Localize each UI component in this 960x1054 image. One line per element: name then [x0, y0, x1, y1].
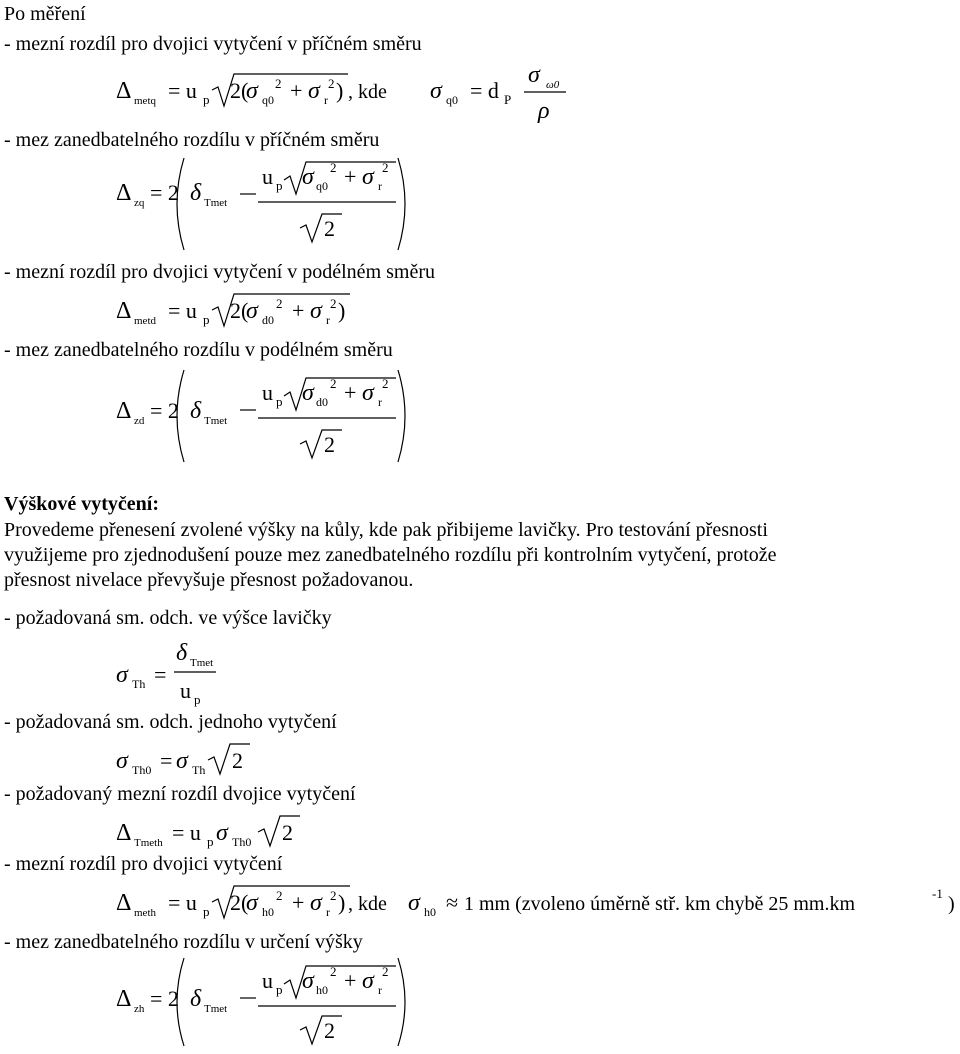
svg-text:p: p	[203, 904, 210, 919]
svg-text:h0: h0	[262, 905, 274, 919]
svg-text:p: p	[194, 692, 201, 707]
svg-text:P: P	[504, 92, 512, 107]
svg-text:+: +	[292, 298, 305, 323]
svg-text:2: 2	[324, 432, 335, 457]
svg-text:≈: ≈	[446, 890, 459, 915]
svg-text:σ: σ	[310, 890, 322, 916]
svg-text:= 2: = 2	[150, 180, 179, 205]
svg-text:zh: zh	[134, 1003, 145, 1015]
equation-mezni-rozdil-podelny	[0, 286, 600, 336]
svg-text:r: r	[326, 313, 330, 327]
list-item-9: - mez zanedbatelného rozdílu v určení výšky	[4, 931, 363, 953]
paragraph-line-3: přesnost nivelace převyšuje přesnost požadovanou.	[4, 569, 414, 591]
svg-text:Δ: Δ	[116, 890, 132, 916]
svg-text:σ: σ	[528, 62, 540, 88]
svg-text:= 2: = 2	[150, 986, 179, 1011]
svg-text:d0: d0	[316, 395, 328, 409]
svg-text:2: 2	[276, 888, 283, 903]
svg-text:2: 2	[232, 748, 243, 773]
equation-mez-zanedbatelneho-podelny	[0, 364, 600, 470]
svg-text:): )	[338, 298, 346, 323]
equation-delta-tmet-h	[0, 806, 400, 856]
svg-text:meth: meth	[134, 907, 156, 919]
svg-text:p: p	[276, 178, 283, 193]
svg-text:Δ: Δ	[116, 298, 132, 324]
svg-text:2: 2	[330, 376, 337, 391]
svg-text:ω0: ω0	[546, 79, 560, 91]
svg-text:σ: σ	[302, 164, 314, 190]
svg-text:2: 2	[324, 1018, 335, 1043]
list-item-6: - požadovaná sm. odch. jednoho vytyčení	[4, 711, 337, 733]
svg-text:2: 2	[328, 76, 335, 91]
svg-text:+: +	[344, 164, 357, 189]
paragraph-line-1: Provedeme přenesení zvolené výšky na kůly, kde pak přibijeme lavičky. Pro testování přesnosti	[4, 519, 768, 541]
svg-text:r: r	[378, 983, 382, 997]
svg-text:): )	[338, 890, 346, 915]
list-item-7: - požadovaný mezní rozdíl dvojice vytyčení	[4, 783, 356, 805]
svg-text:δ: δ	[176, 640, 188, 666]
svg-text:2: 2	[330, 964, 337, 979]
svg-text:u: u	[180, 678, 191, 703]
mm-exponent: -1	[932, 886, 943, 901]
svg-text:d0: d0	[262, 313, 274, 327]
paragraph-vyskove	[4, 518, 956, 593]
svg-text:Th: Th	[132, 677, 146, 691]
svg-text:p: p	[203, 92, 210, 107]
svg-text:Tmet: Tmet	[204, 197, 228, 209]
svg-text:Th0: Th0	[232, 835, 252, 849]
svg-text:δ: δ	[190, 398, 202, 424]
equation-sigma-th0	[0, 734, 400, 784]
svg-text:= u: = u	[172, 820, 201, 845]
svg-text:Th: Th	[192, 763, 206, 777]
equation-mezni-rozdil-pricny	[0, 62, 600, 122]
svg-text:σ: σ	[362, 380, 374, 406]
svg-text:2: 2	[382, 376, 389, 391]
svg-text:2: 2	[275, 76, 282, 91]
svg-text:2: 2	[276, 296, 283, 311]
equation-sigma-th	[0, 632, 400, 712]
svg-text:p: p	[207, 834, 214, 849]
svg-text:metd: metd	[134, 315, 156, 327]
svg-text:Th0: Th0	[132, 763, 152, 777]
svg-text:σ: σ	[408, 890, 420, 916]
svg-text:σ: σ	[302, 380, 314, 406]
svg-text:Δ: Δ	[116, 398, 132, 424]
svg-text:q0: q0	[316, 179, 328, 193]
svg-text:2(: 2(	[230, 890, 249, 915]
svg-text:σ: σ	[176, 748, 188, 774]
svg-text:σ: σ	[116, 662, 128, 688]
svg-text:u: u	[262, 968, 273, 993]
svg-text:= d: = d	[470, 78, 499, 103]
svg-text:δ: δ	[190, 180, 202, 206]
svg-text:Tmet: Tmet	[204, 1003, 228, 1015]
svg-text:+: +	[344, 380, 357, 405]
svg-text:=: =	[154, 662, 167, 687]
list-item-2: - mez zanedbatelného rozdílu v příčném směru	[4, 129, 380, 151]
paragraph-line-2: využijeme pro zjednodušení pouze mez zanedbatelného rozdílu při kontrolním vytyčení, protože	[4, 544, 777, 566]
svg-text:p: p	[203, 312, 210, 327]
svg-text:h0: h0	[316, 983, 328, 997]
svg-text:+: +	[290, 78, 303, 103]
svg-text:u: u	[262, 164, 273, 189]
delta-symbol: Δ	[116, 78, 132, 104]
svg-text:p: p	[276, 394, 283, 409]
heading-po-mereni: Po měření	[4, 3, 86, 25]
svg-text:2: 2	[330, 160, 337, 175]
svg-text:Δ: Δ	[116, 820, 132, 846]
svg-text:h0: h0	[424, 905, 436, 919]
svg-text:σ: σ	[362, 164, 374, 190]
svg-text:q0: q0	[446, 93, 458, 107]
svg-text:2(: 2(	[230, 298, 249, 323]
svg-text:zq: zq	[134, 197, 145, 209]
heading-vyskove-vytyceni: Výškové vytyčení:	[4, 493, 159, 515]
svg-text:r: r	[326, 905, 330, 919]
svg-text:Tmet: Tmet	[190, 657, 214, 669]
svg-text:ρ: ρ	[538, 98, 550, 124]
svg-text:δ: δ	[190, 986, 202, 1012]
svg-text:σ: σ	[246, 298, 258, 324]
svg-text:σ: σ	[246, 78, 258, 104]
svg-text:σ: σ	[310, 298, 322, 324]
svg-text:2: 2	[382, 160, 389, 175]
svg-text:2: 2	[282, 820, 293, 845]
list-item-8: - mezní rozdíl pro dvojici vytyčení	[4, 853, 283, 875]
svg-text:σ: σ	[308, 78, 320, 104]
svg-text:r: r	[324, 93, 328, 107]
svg-text:σ: σ	[246, 890, 258, 916]
svg-text:, kde: , kde	[348, 893, 387, 915]
svg-text:= u: = u	[168, 890, 197, 915]
svg-text:Δ: Δ	[116, 986, 132, 1012]
list-item-1: - mezní rozdíl pro dvojici vytyčení v příčném směru	[4, 33, 422, 55]
svg-text:2: 2	[382, 964, 389, 979]
svg-text:+: +	[292, 890, 305, 915]
svg-text:2: 2	[324, 216, 335, 241]
svg-text:=: =	[160, 748, 173, 773]
svg-text:p: p	[276, 982, 283, 997]
svg-text:σ: σ	[116, 748, 128, 774]
svg-text:r: r	[378, 395, 382, 409]
equation-mez-zanedbatelneho-pricny	[0, 150, 600, 260]
svg-text:= u: = u	[168, 78, 197, 103]
equation-mezni-rozdil-vyska	[0, 876, 960, 926]
mm-note: 1 mm (zvoleno úměrně stř. km chybě 25 mm.km	[464, 893, 856, 915]
svg-text:r: r	[378, 179, 382, 193]
svg-text:σ: σ	[216, 820, 228, 846]
svg-text:, kde: , kde	[348, 81, 387, 103]
mm-close: )	[948, 893, 955, 915]
list-item-3: - mezní rozdíl pro dvojici vytyčení v podélném směru	[4, 261, 435, 283]
svg-text:q0: q0	[262, 93, 274, 107]
svg-text:metq: metq	[134, 95, 156, 107]
svg-text:2: 2	[330, 888, 337, 903]
list-item-4: - mez zanedbatelného rozdílu v podélném směru	[4, 339, 393, 361]
svg-text:2: 2	[330, 296, 337, 311]
svg-text:σ: σ	[430, 78, 442, 104]
svg-text:= 2: = 2	[150, 398, 179, 423]
svg-text:2(: 2(	[230, 78, 249, 103]
list-item-5: - požadovaná sm. odch. ve výšce lavičky	[4, 607, 332, 629]
svg-text:= u: = u	[168, 298, 197, 323]
svg-text:Tmet: Tmet	[204, 415, 228, 427]
svg-text:): )	[336, 78, 344, 103]
svg-text:σ: σ	[362, 968, 374, 994]
equation-mez-zanedbatelneho-vyska	[0, 952, 600, 1052]
svg-text:σ: σ	[302, 968, 314, 994]
svg-text:Tmeth: Tmeth	[134, 837, 163, 849]
svg-text:Δ: Δ	[116, 180, 132, 206]
svg-text:+: +	[344, 968, 357, 993]
svg-text:u: u	[262, 380, 273, 405]
svg-text:zd: zd	[134, 415, 145, 427]
